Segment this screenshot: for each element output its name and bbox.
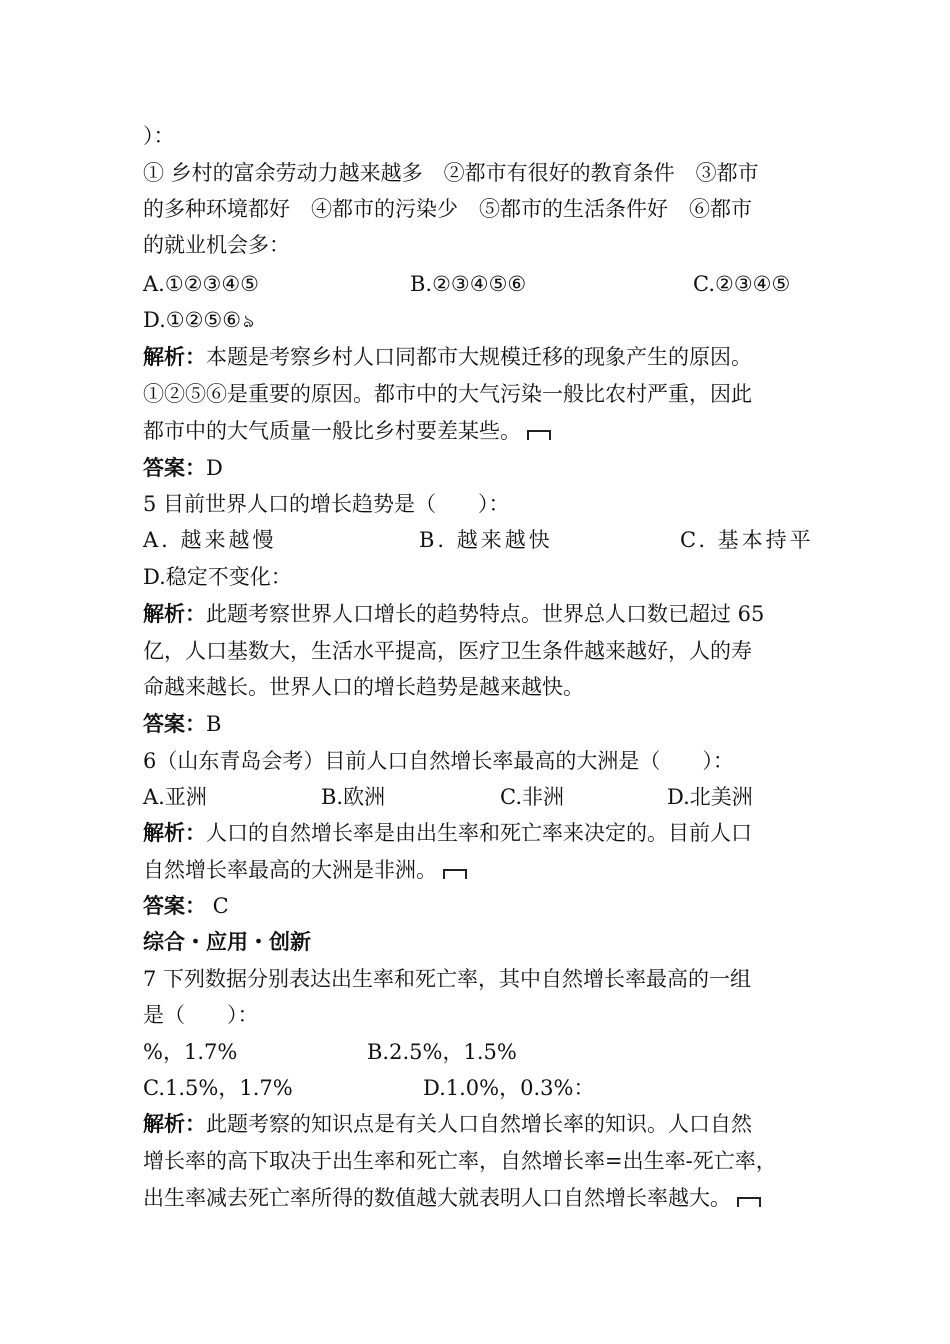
scribble-mark-icon: ঌ [243,311,254,332]
q7-stem-line: 是（ ）： [143,1003,259,1027]
q5-option-d: D.稳定不变化： [143,565,292,589]
analysis-text: 出生率减去死亡率所得的数值越大就表明人口自然增长率越大。 [143,1186,731,1210]
answer-label: 答案： [143,712,206,736]
q7-stem: 7 下列数据分别表达出生率和死亡率，其中自然增长率最高的一组 [143,967,752,991]
bracket-mark-icon [527,430,551,440]
section-title: 综合・应用・创新 [143,930,311,954]
q4-stem-tail: ）： [143,124,175,148]
q4-items-line: 的多种环境都好 ④都市的污染少 ⑤都市的生活条件好 ⑥都市 [143,197,752,221]
q7-option-b: B.2.5%，1.5% [367,1040,517,1064]
bracket-mark-icon [737,1197,761,1207]
q5-analysis [143,596,808,632]
answer-value: B [206,712,222,736]
q7-option-a: %，1.7% [143,1040,238,1064]
analysis-label: 解析： [143,821,206,845]
analysis-text: 本题是考察乡村人口同都市大规模迁移的现象产生的原因。 [206,345,752,369]
q4-option-a: A.①②③④⑤ [143,272,259,296]
q4-option-d: D.①②⑤⑥ [143,308,242,332]
q4-option-c: C.②③④⑤ [693,272,791,296]
q4-analysis-line-end [143,413,808,449]
analysis-text: 此题考察世界人口增长的趋势特点。世界总人口数已超过 65 [206,602,765,626]
analysis-text: 都市中的大气质量一般比乡村要差某些。 [143,419,521,443]
q7-analysis-line: 增长率的高下取决于出生率和死亡率，自然增长率=出生率-死亡率， [143,1149,777,1173]
q4-option-b: B.②③④⑤⑥ [410,272,527,296]
answer-label: 答案： [143,894,206,918]
q6-option-b: B.欧洲 [321,785,386,809]
answer-value: D [206,456,223,480]
q4-analysis [143,339,808,375]
q7-analysis [143,1106,808,1142]
analysis-label: 解析： [143,1112,206,1136]
q6-analysis [143,815,808,851]
q4-answer [143,450,808,486]
q6-option-c: C.非洲 [500,785,564,809]
analysis-label: 解析： [143,602,206,626]
q4-items-line: ① 乡村的富余劳动力越来越多 ②都市有很好的教育条件 ③都市 [143,161,759,185]
bracket-mark-icon [443,869,467,879]
q4-items-line: 的就业机会多： [143,233,290,257]
q6-option-a: A.亚洲 [143,785,207,809]
q5-analysis-line: 命越来越长。世界人口的增长趋势是越来越快。 [143,675,584,699]
answer-label: 答案： [143,456,206,480]
q5-stem: 5 目前世界人口的增长趋势是（ ）： [143,492,510,516]
q5-answer [143,706,808,742]
q7-option-c: C.1.5%，1.7% [143,1076,293,1100]
q4-option-d-row [143,302,808,340]
q5-option-a: A. 越来越慢 [143,528,277,552]
q5-analysis-line: 亿，人口基数大，生活水平提高，医疗卫生条件越来越好，人的寿 [143,639,752,663]
q6-answer [143,888,808,924]
analysis-text: 人口的自然增长率是由出生率和死亡率来决定的。目前人口 [206,821,752,845]
q6-stem: 6（山东青岛会考）目前人口自然增长率最高的大洲是（ ）： [143,749,734,773]
analysis-text: 自然增长率最高的大洲是非洲。 [143,858,437,882]
analysis-text: 此题考察的知识点是有关人口自然增长率的知识。人口自然 [206,1112,752,1136]
q7-option-d: D.1.0%，0.3%： [423,1076,595,1100]
q5-option-c: C. 基本持平 [680,528,814,552]
q4-analysis-line: ①②⑤⑥是重要的原因。都市中的大气污染一般比农村严重，因此 [143,382,752,406]
q7-analysis-line-end [143,1180,808,1216]
analysis-label: 解析： [143,345,206,369]
q6-option-d: D.北美洲 [667,785,753,809]
q5-option-b: B. 越来越快 [419,528,553,552]
q6-analysis-line-end [143,852,808,888]
answer-value: C [206,894,229,918]
